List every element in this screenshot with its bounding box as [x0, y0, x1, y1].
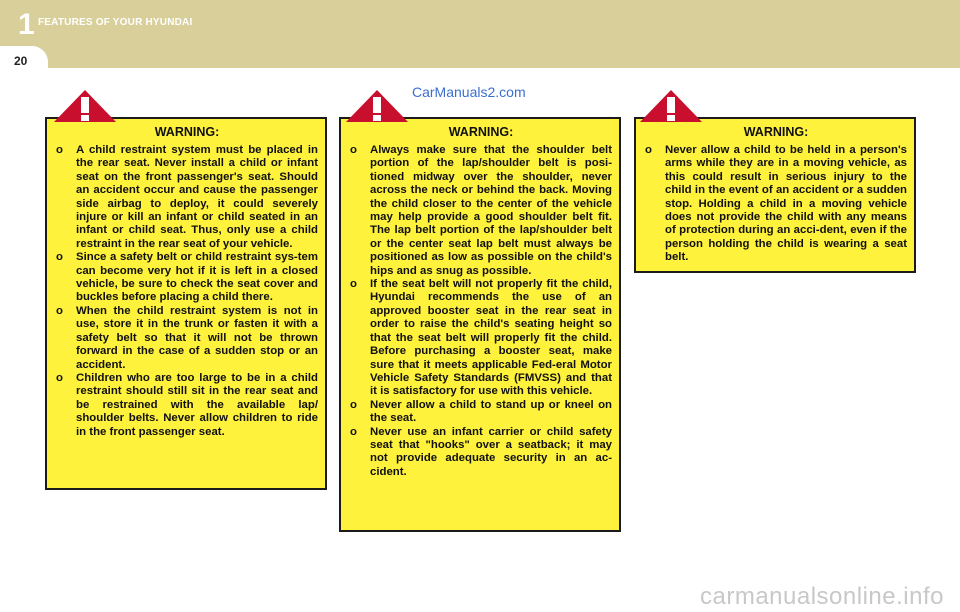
list-item-text: A child restraint system must be placed in the rear seat. Never install a child or infant seat on the front passenger's seat. Should an accident occur and cause the passenger side airbag to deploy, it could severely injure or kill an infant or child seated in an infant or child seat. Thus, only use a child restraint in the rear seat of your vehicle.: [76, 144, 318, 250]
watermark-bottom: carmanualsonline.info: [700, 583, 944, 610]
list-item-text: Never use an infant carrier or child safety seat that "hooks" over a seatback; it may not provide adequate security in an ac-cident.: [370, 425, 612, 478]
list-item-text: Never allow a child to stand up or kneel on the seat.: [370, 398, 612, 425]
warning-title: WARNING:: [448, 125, 514, 139]
warning-title: WARNING:: [154, 125, 220, 139]
list-item-text: If the seat belt will not properly fit the child, Hyundai recommends the use of an approved booster seat in the rear seat in order to raise the child's seating height so that the seat belt will properly fit the child. Before purchasing a booster seat, make sure that it meets applicable Fed-eral Motor Vehicle Safety Standards (FMVSS) and that it is satisfactory for use with this vehicle.: [370, 278, 612, 398]
list-item-text: Never allow a child to be held in a person's arms while they are in a moving vehicle, as this could result in serious injury to the child in the event of an accident or a sudden stop. Holding a child in a moving vehicle does not provide the child with any means of protection during an acci-dent, even if the person holding the child is wearing a seat belt.: [665, 144, 907, 264]
bullet: o: [56, 251, 63, 264]
list-item: [350, 426, 612, 480]
warning-exclamation-icon: [346, 90, 408, 122]
list-item: [56, 372, 318, 439]
list-item-text: Always make sure that the shoulder belt portion of the lap/shoulder belt is posi-tioned midway over the shoulder, never across the neck or behind the back. Moving the child closer to the center of the vehicle may help provide a good shoulder belt fit. The lap belt portion of the lap/shoulder belt or the center seat lap belt must always be positioned as low as possible on the child's hips and as snug as possible.: [370, 144, 612, 277]
bullet: o: [56, 371, 63, 384]
bullet: o: [350, 398, 357, 411]
watermark-top: CarManuals2.com: [412, 84, 526, 100]
list-item: [350, 399, 612, 426]
bullet: o: [645, 144, 652, 156]
list-item-text: When the child restraint system is not in use, store it in the trunk or fasten it with a safety belt so that it will not be thrown forward in the case of a sudden stop or an accident.: [76, 304, 318, 371]
warning-exclamation-icon: [54, 90, 116, 122]
header-band: [0, 0, 960, 68]
bullet: o: [350, 144, 357, 156]
warning-list: [56, 144, 318, 439]
warning-title: WARNING:: [743, 125, 809, 139]
warning-list: [350, 144, 612, 479]
bullet: o: [56, 304, 63, 317]
warning-box-2: [339, 117, 621, 532]
list-item: [645, 144, 907, 265]
warning-list: [645, 144, 907, 265]
list-item: [56, 144, 318, 251]
page-number: 20: [14, 54, 28, 68]
chapter-title: FEATURES OF YOUR HYUNDAI: [38, 17, 193, 28]
warning-box-1: [45, 117, 327, 490]
list-item: [56, 251, 318, 305]
bullet: o: [350, 278, 357, 291]
bullet: o: [56, 144, 63, 156]
chapter-number: 1: [18, 8, 35, 41]
list-item: [350, 144, 612, 278]
warning-exclamation-icon: [640, 90, 702, 122]
list-item: [56, 305, 318, 372]
list-item-text: Since a safety belt or child restraint sys-tem can become very hot if it is left in a closed vehicle, be sure to check the seat cover and buckles before placing a child there.: [76, 251, 318, 304]
warning-box-3: [634, 117, 916, 273]
list-item-text: Children who are too large to be in a child restraint should still sit in the rear seat and be restrained with the available lap/ shoulder belts. Never allow children to ride in the front passenger seat.: [76, 371, 318, 438]
list-item: [350, 278, 612, 399]
bullet: o: [350, 425, 357, 438]
